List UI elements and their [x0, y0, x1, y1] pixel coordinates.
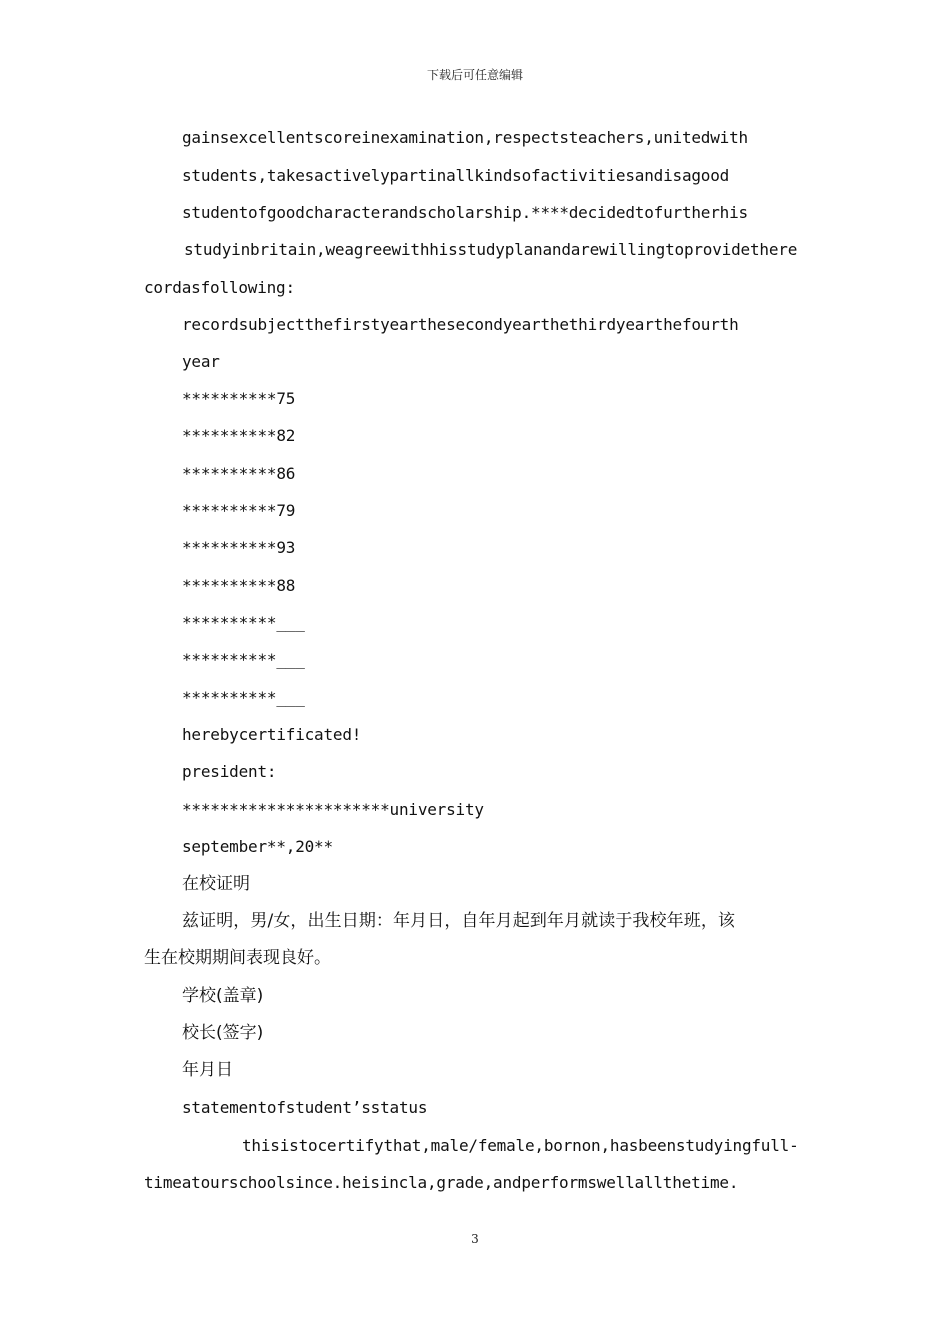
- score-line: **********75: [182, 389, 296, 408]
- section-title: statementofstudent’sstatus: [182, 1098, 428, 1117]
- text-line: **********************university: [182, 800, 484, 819]
- score-line: **********___: [182, 688, 305, 707]
- score-line: **********___: [182, 650, 305, 669]
- text-line: students,takesactivelypartinallkindsofactivitiesandisagood: [182, 166, 730, 185]
- score-line: **********86: [182, 464, 296, 483]
- text-line: timeatourschoolsince.heisincla,grade,andperformswellallthetime.: [144, 1173, 739, 1192]
- text-line: september**,20**: [182, 837, 333, 856]
- page-number: 3: [471, 1232, 479, 1246]
- text-line: 校长(签字): [182, 1023, 264, 1043]
- text-line: president:: [182, 762, 277, 781]
- text-line: recordsubjectthefirstyearthesecondyearthethirdyearthefourth: [182, 315, 739, 334]
- score-line: **********___: [182, 613, 305, 632]
- text-line: 生在校期期间表现良好。: [144, 948, 331, 968]
- text-line: 年月日: [182, 1060, 233, 1080]
- score-line: **********79: [182, 501, 296, 520]
- section-title: 在校证明: [182, 874, 250, 894]
- text-line: 兹证明，男/女，出生日期：年月日，自年月起到年月就读于我校年班，该: [182, 911, 736, 931]
- text-line: 学校(盖章): [182, 986, 264, 1006]
- text-line: cordasfollowing:: [144, 278, 295, 297]
- score-line: **********82: [182, 426, 296, 445]
- text-line: thisistocertifythat,male/female,bornon,hasbeenstudyingfull-: [242, 1136, 799, 1155]
- text-line: herebycertificated!: [182, 725, 362, 744]
- text-line: studyinbritain,weagreewithhisstudyplanandarewillingtoprovidethere: [184, 240, 798, 259]
- text-line: year: [182, 352, 220, 371]
- page-header: 下载后可任意编辑: [426, 68, 523, 82]
- score-line: **********88: [182, 576, 296, 595]
- text-line: studentofgoodcharacterandscholarship.****decidedtofurtherhis: [182, 203, 748, 222]
- text-line: gainsexcellentscoreinexamination,respectsteachers,unitedwith: [182, 128, 748, 147]
- score-line: **********93: [182, 538, 296, 557]
